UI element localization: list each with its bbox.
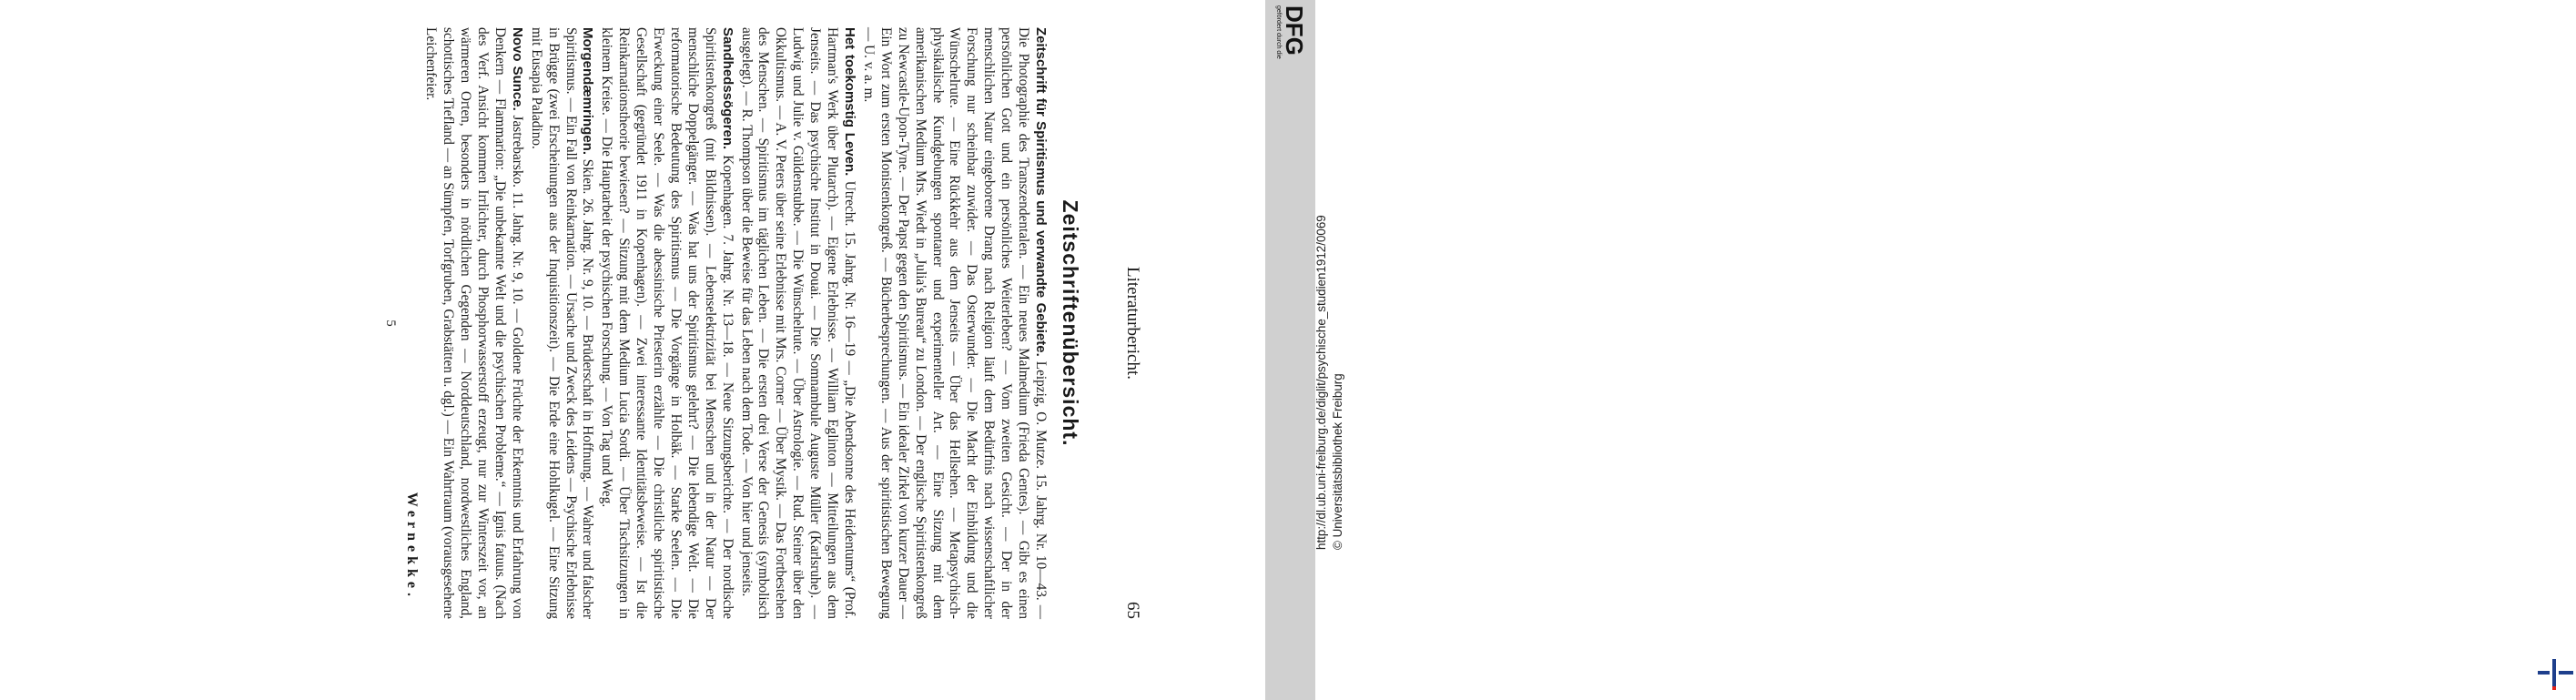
university-library-logo (2538, 654, 2576, 692)
journal-contents: Utrecht. 15. Jahrg. Nr. 16—19 — „Die Abendsonne des Heidentums“ (Prof. Hartman's Werk über Plutarch). — Eigene Erlebnisse. — William Eglinton — Mitteilungen aus dem Jenseits. — Das psychische Institut in Douai. — Die Somnambule Auguste Müller (Karlsruhe). — Ludwig und Julie v. Güldenstubbe. — Die Wünschelrute. — Über Astrologie. — Rud. Steiner über den Okkultismus. — A. V. Peters über seine Erlebnisse mit Mrs. Corner — Über Mystik. — Das Fortbestehen des Menschen. — Spiritismus im täglichen Leben. — Die ersten drei Verse der Genesis (symbolisch ausgelegt). — R. Thompson über die Beweise für das Leben nach dem Tode. — Von hier und jenseits. (738, 27, 858, 619)
journal-title: Sandhedssögeren. (719, 27, 735, 150)
journal-title: Morgendæmringen. (580, 27, 596, 156)
dfg-logo (1268, 4, 1312, 80)
page-text-block (141, 27, 1142, 619)
journal-contents: Jastrebarsko. 11. Jahrg. Nr. 9, 10. — Goldene Früchte der Erkenntnis und Erfahrung von Denkern — Flammarion: „Die unbekannte Welt und die psychischen Probleme.“ — Ignis fatuus. (Nach des Verf. Ansicht kommen Irrlichter, durch Phosphorwasserstoff erzeugt, nur zur Winterszeit vor, an wärmeren Orten, besonders in nördlichen Gegenden — Norddeutschland, nordwestliches England, schottisches Tiefland — an Sümpfen, Torfgruben, Grabstätten u. dgl.) — Ein Wahrtraum (vorausgesehene Leichenfeier. (423, 27, 525, 620)
running-header (1121, 27, 1142, 619)
journal-contents: Leipzig, O. Mutze. 15. Jahrg. Nr. 10—43. — Die Photographie des Transzendentalen. — Ein neues Malmedium (Frieda Gentes). — Gibt es einen persönlichen Gott und ein persönliches Weiterleben? — Vom zweiten Gesicht. — Der in der menschlichen Natur eingeborene Drang nach Religion läuft dem Bedürfnis nach wissenschaftlicher Forschung nur scheinbar zuwider. — Das Osterwunder. — Die Macht der Einbildung und die Wünschelrute. — Eine Rückkehr aus dem Jenseits — Über das Hellsehen. — Metapsychisch-physikalische Kundgebungen spontaner und experimenteller Art. — Eine Sitzung mit dem amerikanischen Medium Mrs. Wiedt in „Julia's Bureau“ zu London. — Der englische Spiritistenkongreß zu Newcastle-Upon-Tyne. — Der Papst gegen den Spiritismus. — Ein idealer Zirkel von kurzer Dauer — Ein Wort zum ersten Monistenkongreß. — Bücherbesprechungen. — Aus der spiritistischen Bewegung — U. v. a. m. (860, 27, 1049, 619)
journal-entry (421, 27, 524, 619)
journal-title: Het toekomstig Leven. (842, 27, 858, 177)
journal-contents: Skien. 26. Jahrg. Nr. 9, 10. — Brüderschaft in Hoffnung. — Wahrer und falscher Spiritismus. — Ein Fall von Reinkarnation. — Ursache und Zweck des Leidens — Psychische Erlebnisse in Brügge (zwei Erscheinungen aus der Inquisitionszeit). — Die Erde eine Hohlkugel. — Eine Sitzung mit Eusapia Paladino. (528, 27, 596, 619)
journal-entry (859, 27, 1049, 619)
running-title: Literaturbericht. (1123, 267, 1142, 380)
journal-entry (527, 27, 596, 619)
author-signature: Wernekke. (404, 492, 421, 601)
copyright-notice: © Universitätsbibliothek Freiburg (1331, 373, 1344, 550)
journal-entry (597, 27, 735, 619)
permalink-url[interactable]: http://dl.ub.uni-freiburg.de/diglit/psychische_studien1912/0069 (1314, 215, 1328, 550)
viewer-sidebar (1265, 0, 1315, 700)
journal-title: Novo Sunce. (509, 27, 525, 111)
journal-entry (737, 27, 857, 619)
journal-title: Zeitschrift für Spiritismus und verwandte Gebiete. (1033, 27, 1049, 357)
scanned-page (0, 0, 1265, 700)
page-number: 65 (1123, 602, 1142, 619)
sidebar-caption (1313, 0, 1359, 550)
funder-caption: gefördert durch die (1275, 5, 1282, 59)
page-title: Zeitschriftenübersicht. (1059, 199, 1082, 447)
sheet-number: 5 (383, 320, 399, 327)
funder-wordmark: DFG (1281, 5, 1308, 56)
journal-contents: Kopenhagen. 7. Jahrg. Nr. 13—18. — Neue Sitzungsberichte. — Der nordische Spiritistenkongreß (mit Bildnissen). — Lebenselektrizität bei Menschen und in der Natur — Der menschliche Doppelgänger. — Was hat uns der Spiritismus gelehrt? — Die lebendige Welt. — Die reformatorische Bedeutung des Spiritismus — Die Vorgänge in Holbäk. — Starke Seelen. — Die Erweckung einer Seele. — Was die abessinische Priesterin erzählte — Die christliche spiritistische Gesellschaft (gegründet 1911 in Kopenhagen). — Zwei interessante Identitätsbeweise. — Ist die Reinkarnationstheorie bewiesen? — Sitzung mit dem Medium Lucia Sordi. — Über Tischsitzungen in kleinem Kreise. — Die Hauptarbeit der psychischen Forschung. — Von Tag und Weg. (599, 27, 735, 619)
